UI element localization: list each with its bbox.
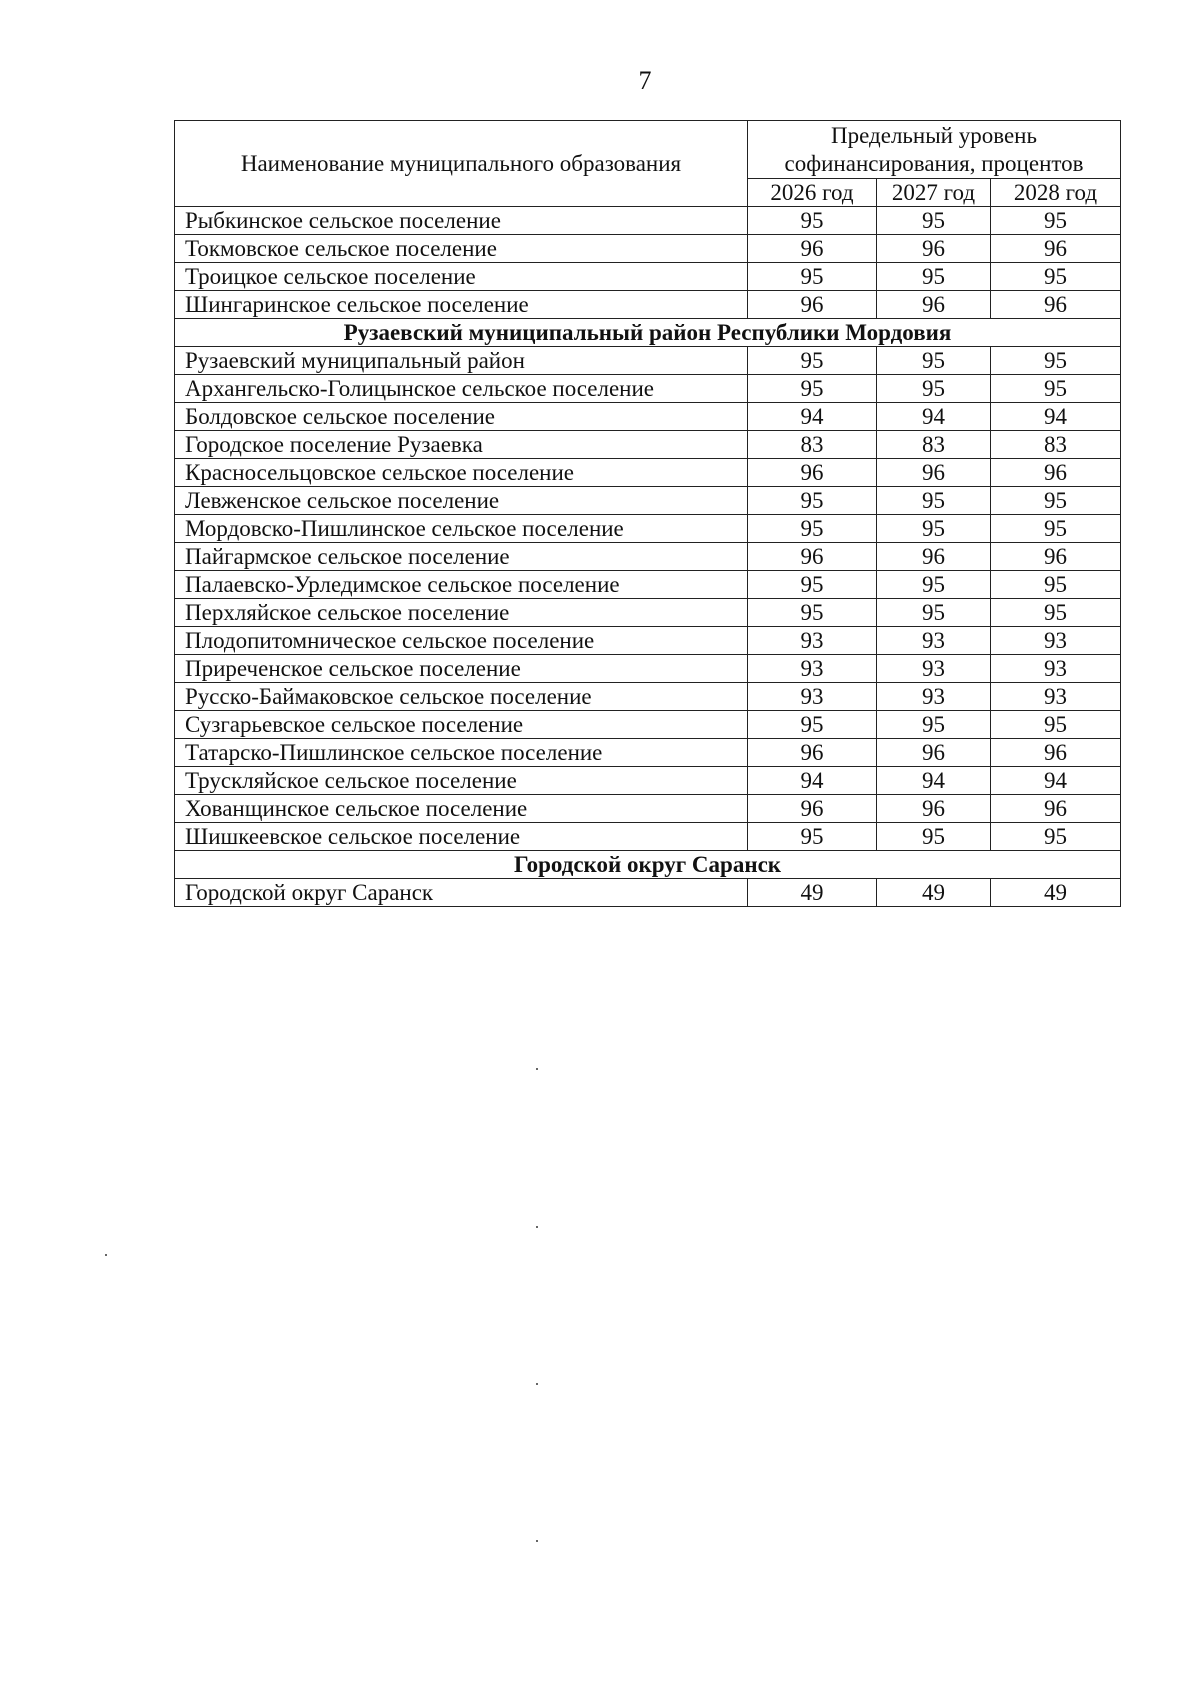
header-cofinancing-level: [748, 121, 1121, 179]
table-body: [175, 207, 1121, 907]
municipality-name-cell: Трускляйское сельское поселение: [175, 767, 748, 795]
municipality-name-cell: Городской округ Саранск: [175, 879, 748, 907]
value-cell-2027: 95: [877, 263, 991, 291]
value-cell-2026: 93: [748, 683, 877, 711]
value-cell-2027: 94: [877, 403, 991, 431]
header-municipality-name: Наименование муниципального образования: [175, 121, 748, 207]
municipality-name-cell: Сузгарьевское сельское поселение: [175, 711, 748, 739]
municipality-name-cell: Красносельцовское сельское поселение: [175, 459, 748, 487]
table-row: [175, 823, 1121, 851]
value-cell-2026: 95: [748, 571, 877, 599]
table-row: [175, 263, 1121, 291]
municipality-name-cell: Троицкое сельское поселение: [175, 263, 748, 291]
table-header-row: [175, 121, 1121, 179]
table-row: [175, 767, 1121, 795]
header-year-2026: 2026 год: [748, 179, 877, 207]
municipality-name-cell: Левженское сельское поселение: [175, 487, 748, 515]
value-cell-2028: 95: [991, 711, 1121, 739]
value-cell-2027: 93: [877, 655, 991, 683]
value-cell-2026: 96: [748, 795, 877, 823]
value-cell-2028: 93: [991, 627, 1121, 655]
value-cell-2027: 96: [877, 543, 991, 571]
value-cell-2027: 94: [877, 767, 991, 795]
value-cell-2028: 94: [991, 767, 1121, 795]
value-cell-2027: 83: [877, 431, 991, 459]
value-cell-2026: 96: [748, 291, 877, 319]
municipality-name-cell: Городское поселение Рузаевка: [175, 431, 748, 459]
table-row: [175, 627, 1121, 655]
value-cell-2028: 95: [991, 515, 1121, 543]
value-cell-2028: 95: [991, 375, 1121, 403]
municipality-name-cell: Архангельско-Голицынское сельское поселение: [175, 375, 748, 403]
value-cell-2026: 95: [748, 487, 877, 515]
value-cell-2027: 95: [877, 207, 991, 235]
value-cell-2026: 96: [748, 739, 877, 767]
value-cell-2027: 96: [877, 291, 991, 319]
value-cell-2026: 93: [748, 627, 877, 655]
table-row: [175, 711, 1121, 739]
value-cell-2027: 49: [877, 879, 991, 907]
value-cell-2027: 96: [877, 739, 991, 767]
header-year-2027: 2027 год: [877, 179, 991, 207]
municipality-name-cell: Плодопитомническое сельское поселение: [175, 627, 748, 655]
table-row: [175, 683, 1121, 711]
value-cell-2027: 95: [877, 711, 991, 739]
value-cell-2028: 95: [991, 599, 1121, 627]
value-cell-2027: 96: [877, 795, 991, 823]
value-cell-2027: 95: [877, 823, 991, 851]
value-cell-2028: 96: [991, 739, 1121, 767]
table-row: [175, 571, 1121, 599]
table-row: [175, 375, 1121, 403]
value-cell-2028: 95: [991, 571, 1121, 599]
table-row: [175, 795, 1121, 823]
value-cell-2026: 83: [748, 431, 877, 459]
value-cell-2026: 95: [748, 711, 877, 739]
value-cell-2027: 95: [877, 347, 991, 375]
municipality-name-cell: Хованщинское сельское поселение: [175, 795, 748, 823]
value-cell-2026: 93: [748, 655, 877, 683]
value-cell-2027: 95: [877, 571, 991, 599]
value-cell-2026: 95: [748, 823, 877, 851]
scan-speck: [105, 1254, 107, 1256]
value-cell-2026: 96: [748, 543, 877, 571]
municipality-name-cell: Рузаевский муниципальный район: [175, 347, 748, 375]
table-row: [175, 487, 1121, 515]
table-row: [175, 543, 1121, 571]
municipality-name-cell: Пайгармское сельское поселение: [175, 543, 748, 571]
value-cell-2027: 95: [877, 599, 991, 627]
header-group-line-2: софинансирования, процентов: [784, 151, 1084, 176]
table-row: [175, 347, 1121, 375]
value-cell-2026: 95: [748, 515, 877, 543]
scan-speck: [536, 1540, 538, 1542]
page-number: 7: [638, 66, 652, 95]
value-cell-2026: 95: [748, 375, 877, 403]
municipality-name-cell: Приреченское сельское поселение: [175, 655, 748, 683]
table-row: [175, 403, 1121, 431]
value-cell-2027: 95: [877, 487, 991, 515]
value-cell-2026: 96: [748, 235, 877, 263]
municipality-name-cell: Палаевско-Урледимское сельское поселение: [175, 571, 748, 599]
value-cell-2028: 95: [991, 263, 1121, 291]
table-row: [175, 879, 1121, 907]
value-cell-2026: 95: [748, 263, 877, 291]
table-row: [175, 291, 1121, 319]
value-cell-2026: 49: [748, 879, 877, 907]
value-cell-2028: 93: [991, 683, 1121, 711]
value-cell-2026: 96: [748, 459, 877, 487]
scan-speck: [536, 1383, 538, 1385]
municipality-name-cell: Шишкеевское сельское поселение: [175, 823, 748, 851]
value-cell-2028: 94: [991, 403, 1121, 431]
municipality-name-cell: Татарско-Пишлинское сельское поселение: [175, 739, 748, 767]
value-cell-2027: 95: [877, 515, 991, 543]
table-row: [175, 459, 1121, 487]
municipality-name-cell: Мордовско-Пишлинское сельское поселение: [175, 515, 748, 543]
value-cell-2027: 93: [877, 627, 991, 655]
municipality-name-cell: Болдовское сельское поселение: [175, 403, 748, 431]
value-cell-2028: 95: [991, 207, 1121, 235]
value-cell-2028: 95: [991, 823, 1121, 851]
value-cell-2026: 94: [748, 767, 877, 795]
value-cell-2028: 96: [991, 795, 1121, 823]
municipality-name-cell: Токмовское сельское поселение: [175, 235, 748, 263]
municipality-name-cell: Рыбкинское сельское поселение: [175, 207, 748, 235]
value-cell-2028: 95: [991, 487, 1121, 515]
section-title: Городской округ Саранск: [175, 851, 1121, 879]
header-year-2028: 2028 год: [991, 179, 1121, 207]
table-row: [175, 515, 1121, 543]
value-cell-2027: 95: [877, 375, 991, 403]
value-cell-2026: 95: [748, 347, 877, 375]
section-header-row: [175, 319, 1121, 347]
scan-speck: [536, 1226, 538, 1228]
table-row: [175, 431, 1121, 459]
table-row: [175, 235, 1121, 263]
value-cell-2026: 94: [748, 403, 877, 431]
section-header-row: [175, 851, 1121, 879]
value-cell-2027: 96: [877, 235, 991, 263]
value-cell-2027: 93: [877, 683, 991, 711]
section-title: Рузаевский муниципальный район Республики Мордовия: [175, 319, 1121, 347]
value-cell-2028: 49: [991, 879, 1121, 907]
value-cell-2028: 83: [991, 431, 1121, 459]
value-cell-2028: 96: [991, 459, 1121, 487]
value-cell-2026: 95: [748, 599, 877, 627]
value-cell-2026: 95: [748, 207, 877, 235]
scan-speck: [536, 1068, 538, 1070]
header-group-line-1: Предельный уровень: [831, 123, 1037, 148]
table-row: [175, 655, 1121, 683]
table-row: [175, 599, 1121, 627]
value-cell-2028: 96: [991, 235, 1121, 263]
table-row: [175, 207, 1121, 235]
value-cell-2028: 96: [991, 291, 1121, 319]
municipality-name-cell: Перхляйское сельское поселение: [175, 599, 748, 627]
table-row: [175, 739, 1121, 767]
municipality-name-cell: Русско-Баймаковское сельское поселение: [175, 683, 748, 711]
value-cell-2028: 96: [991, 543, 1121, 571]
cofinancing-table: [174, 120, 1121, 907]
value-cell-2028: 93: [991, 655, 1121, 683]
value-cell-2028: 95: [991, 347, 1121, 375]
value-cell-2027: 96: [877, 459, 991, 487]
municipality-name-cell: Шингаринское сельское поселение: [175, 291, 748, 319]
